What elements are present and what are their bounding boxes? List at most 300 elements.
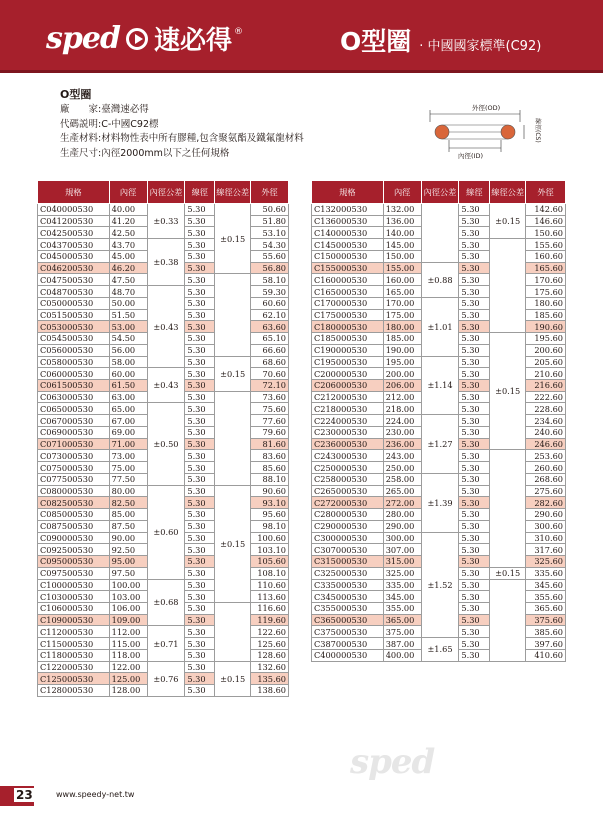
cell-code: C065000530 [38, 403, 110, 415]
cell-code: C053000530 [38, 321, 110, 333]
cell-id: 300.00 [383, 532, 421, 544]
header-od: 外徑 [251, 181, 289, 204]
cell-id: 365.00 [383, 614, 421, 626]
cell-cs: 5.30 [459, 415, 490, 427]
info-manufacturer: 廠 家:臺灣速必得 [60, 104, 149, 115]
cell-od: 310.60 [526, 532, 566, 544]
cell-id: 155.00 [383, 262, 421, 274]
cell-id-tol: ±0.68 [147, 579, 185, 626]
page-title: O型圈 [340, 27, 412, 56]
cell-id: 243.00 [383, 450, 421, 462]
cell-od: 222.60 [526, 391, 566, 403]
cell-cs: 5.30 [459, 497, 490, 509]
cell-id: 265.00 [383, 485, 421, 497]
header-id-tol: 內徑公差 [147, 181, 185, 204]
cell-id-tol: ±0.43 [147, 368, 185, 403]
cell-cs: 5.30 [185, 344, 215, 356]
cell-code: C046200530 [38, 262, 110, 274]
cell-id-tol: ±1.27 [421, 415, 459, 474]
cell-cs: 5.30 [459, 438, 490, 450]
table-row [312, 473, 566, 485]
cell-od: 77.60 [251, 415, 289, 427]
cell-id: 63.00 [109, 391, 147, 403]
cell-code: C097500530 [38, 567, 110, 579]
cell-cs-tol: ±0.15 [490, 333, 526, 450]
cell-code: C250000530 [312, 462, 384, 474]
header-cs: 線徑 [185, 181, 215, 204]
registered-mark: ® [233, 26, 243, 37]
cell-cs: 5.30 [185, 685, 215, 697]
table-row [38, 403, 289, 415]
header-id: 內徑 [383, 181, 421, 204]
cell-od: 385.60 [526, 626, 566, 638]
cell-code: C090000530 [38, 532, 110, 544]
table-row [312, 638, 566, 650]
cell-cs: 5.30 [459, 485, 490, 497]
cell-code: C061500530 [38, 380, 110, 392]
cell-code: C080000530 [38, 485, 110, 497]
cell-id: 69.00 [109, 426, 147, 438]
cell-code: C258000530 [312, 473, 384, 485]
cell-code: C355000530 [312, 602, 384, 614]
cell-id: 132.00 [383, 204, 421, 216]
cell-cs: 5.30 [185, 509, 215, 521]
cell-id: 280.00 [383, 509, 421, 521]
cell-cs: 5.30 [185, 274, 215, 286]
cell-cs: 5.30 [459, 473, 490, 485]
cell-cs: 5.30 [459, 368, 490, 380]
o-ring-diagram [420, 100, 570, 170]
size-table-left [37, 180, 289, 697]
cell-id: 250.00 [383, 462, 421, 474]
cell-code: C212000530 [312, 391, 384, 403]
website-link[interactable]: www.speedy-net.tw [56, 790, 135, 799]
cell-od: 98.10 [251, 520, 289, 532]
cell-cs: 5.30 [185, 321, 215, 333]
cell-id: 109.00 [109, 614, 147, 626]
cell-od: 268.60 [526, 473, 566, 485]
cell-id: 212.00 [383, 391, 421, 403]
cell-id: 112.00 [109, 626, 147, 638]
cell-id: 185.00 [383, 333, 421, 345]
table-row [312, 262, 566, 274]
cell-cs-tol: ±0.15 [215, 661, 251, 696]
cell-id: 128.00 [109, 685, 147, 697]
cell-cs: 5.30 [185, 556, 215, 568]
cell-id: 400.00 [383, 649, 421, 661]
cell-code: C109000530 [38, 614, 110, 626]
cell-id: 180.00 [383, 321, 421, 333]
cell-id: 190.00 [383, 344, 421, 356]
cell-id: 200.00 [383, 368, 421, 380]
cell-code: C056000530 [38, 344, 110, 356]
page-footer [0, 786, 603, 825]
header-accent-bar [0, 70, 603, 73]
cell-od: 51.80 [251, 215, 289, 227]
cell-od: 108.10 [251, 567, 289, 579]
cell-od: 170.60 [526, 274, 566, 286]
cell-id-tol [421, 204, 459, 263]
cell-id: 118.00 [109, 649, 147, 661]
cell-code: C218000530 [312, 403, 384, 415]
cell-cs: 5.30 [459, 204, 490, 216]
cell-cs: 5.30 [185, 532, 215, 544]
section-title: O型圈 [60, 88, 92, 101]
cell-id: 53.00 [109, 321, 147, 333]
cell-od: 73.60 [251, 391, 289, 403]
cell-cs: 5.30 [459, 426, 490, 438]
table-header-row [312, 181, 566, 204]
table-row [38, 239, 289, 251]
cell-od: 113.60 [251, 591, 289, 603]
cell-cs: 5.30 [459, 215, 490, 227]
cell-code: C051500530 [38, 309, 110, 321]
cell-code: C042500530 [38, 227, 110, 239]
cell-od: 195.60 [526, 333, 566, 345]
page-title-box [340, 22, 541, 58]
cell-code: C050000530 [38, 297, 110, 309]
info-size: 生產尺寸:內徑2000mm以下之任何規格 [60, 147, 230, 159]
cell-id-tol: ±1.52 [421, 532, 459, 638]
cell-id: 165.00 [383, 286, 421, 298]
cell-id: 272.00 [383, 497, 421, 509]
cell-od: 50.60 [251, 204, 289, 216]
cell-id: 236.00 [383, 438, 421, 450]
cell-code: C092500530 [38, 544, 110, 556]
cell-id: 50.00 [109, 297, 147, 309]
cell-code: C082500530 [38, 497, 110, 509]
cell-id: 175.00 [383, 309, 421, 321]
cell-od: 68.60 [251, 356, 289, 368]
arrow-circle-icon [126, 28, 148, 50]
cell-cs: 5.30 [459, 309, 490, 321]
cell-id-tol: ±0.60 [147, 485, 185, 579]
cell-code: C103000530 [38, 591, 110, 603]
cell-od: 81.60 [251, 438, 289, 450]
cell-cs: 5.30 [185, 356, 215, 368]
table-row [312, 297, 566, 309]
cell-id: 145.00 [383, 239, 421, 251]
page-number: 23 [16, 788, 33, 802]
cell-cs: 5.30 [185, 614, 215, 626]
cell-cs: 5.30 [459, 274, 490, 286]
cell-code: C387000530 [312, 638, 384, 650]
cell-cs: 5.30 [459, 591, 490, 603]
cell-od: 410.60 [526, 649, 566, 661]
cell-id: 48.70 [109, 286, 147, 298]
cell-id: 290.00 [383, 520, 421, 532]
cell-code: C230000530 [312, 426, 384, 438]
cell-cs: 5.30 [185, 297, 215, 309]
cell-od: 228.60 [526, 403, 566, 415]
table-row [38, 204, 289, 216]
cell-id: 58.00 [109, 356, 147, 368]
cell-id: 87.50 [109, 520, 147, 532]
cell-cs: 5.30 [459, 509, 490, 521]
cell-cs: 5.30 [459, 297, 490, 309]
size-table-right [311, 180, 566, 662]
cell-od: 180.60 [526, 297, 566, 309]
cell-cs-tol [490, 239, 526, 333]
cell-cs-tol [215, 391, 251, 485]
cell-cs: 5.30 [185, 544, 215, 556]
cell-id-tol: ±0.33 [147, 204, 185, 239]
info-material: 生產材料:材料物性表中所有膠種,包含聚氨酯及鐵氟龍材料 [60, 133, 304, 144]
cell-od: 365.60 [526, 602, 566, 614]
header-id-tol: 內徑公差 [421, 181, 459, 204]
cell-cs: 5.30 [459, 450, 490, 462]
cell-cs: 5.30 [459, 403, 490, 415]
cell-cs: 5.30 [459, 532, 490, 544]
cell-cs: 5.30 [459, 567, 490, 579]
cell-cs: 5.30 [459, 333, 490, 345]
cell-cs: 5.30 [185, 638, 215, 650]
cell-cs: 5.30 [185, 368, 215, 380]
cell-od: 317.60 [526, 544, 566, 556]
o-ring-section-left [435, 125, 449, 139]
cell-cs: 5.30 [185, 438, 215, 450]
cell-od: 150.60 [526, 227, 566, 239]
cell-cs: 5.30 [185, 567, 215, 579]
cell-id: 56.00 [109, 344, 147, 356]
cell-od: 260.60 [526, 462, 566, 474]
cell-code: C345000530 [312, 591, 384, 603]
cell-code: C180000530 [312, 321, 384, 333]
cell-id: 224.00 [383, 415, 421, 427]
cell-od: 282.60 [526, 497, 566, 509]
cell-od: 160.60 [526, 250, 566, 262]
cell-cs: 5.30 [185, 227, 215, 239]
cell-code: C115000530 [38, 638, 110, 650]
cell-cs: 5.30 [459, 250, 490, 262]
cell-code: C106000530 [38, 602, 110, 614]
cell-code: C071000530 [38, 438, 110, 450]
cell-od: 70.60 [251, 368, 289, 380]
table-row [312, 356, 566, 368]
cell-id: 103.00 [109, 591, 147, 603]
cell-cs-tol [215, 602, 251, 661]
cell-id: 100.00 [109, 579, 147, 591]
cell-code: C195000530 [312, 356, 384, 368]
cell-od: 397.60 [526, 638, 566, 650]
table-row [38, 661, 289, 673]
cell-id-tol: ±0.43 [147, 286, 185, 368]
cell-id: 106.00 [109, 602, 147, 614]
cell-id-tol: ±1.65 [421, 638, 459, 661]
cell-cs: 5.30 [185, 204, 215, 216]
cell-od: 125.60 [251, 638, 289, 650]
cell-od: 200.60 [526, 344, 566, 356]
cell-od: 300.60 [526, 520, 566, 532]
cell-od: 66.60 [251, 344, 289, 356]
cell-code: C132000530 [312, 204, 384, 216]
cell-cs: 5.30 [459, 344, 490, 356]
cell-code: C125000530 [38, 673, 110, 685]
cell-cs: 5.30 [185, 403, 215, 415]
cell-cs: 5.30 [185, 215, 215, 227]
cell-od: 146.60 [526, 215, 566, 227]
id-label: 內徑(ID) [458, 152, 483, 160]
cell-od: 142.60 [526, 204, 566, 216]
cell-code: C054500530 [38, 333, 110, 345]
cell-id-tol: ±0.76 [147, 661, 185, 696]
header-code: 規格 [38, 181, 110, 204]
table-row [312, 415, 566, 427]
cell-code: C265000530 [312, 485, 384, 497]
cell-id: 61.50 [109, 380, 147, 392]
cell-code: C165000530 [312, 286, 384, 298]
cell-code: C206000530 [312, 380, 384, 392]
cell-cs-tol [490, 450, 526, 567]
header-od: 外徑 [526, 181, 566, 204]
cell-cs: 5.30 [185, 579, 215, 591]
cell-cs: 5.30 [185, 497, 215, 509]
cell-code: C140000530 [312, 227, 384, 239]
cell-od: 72.10 [251, 380, 289, 392]
cell-code: C118000530 [38, 649, 110, 661]
cell-code: C272000530 [312, 497, 384, 509]
cell-id: 125.00 [109, 673, 147, 685]
cell-code: C375000530 [312, 626, 384, 638]
cell-code: C047500530 [38, 274, 110, 286]
cell-code: C325000530 [312, 567, 384, 579]
o-ring-section-right [501, 125, 515, 139]
cell-code: C100000530 [38, 579, 110, 591]
header-cs-tol: 線徑公差 [215, 181, 251, 204]
cell-id-tol: ±0.50 [147, 403, 185, 485]
cell-id: 65.00 [109, 403, 147, 415]
cell-cs: 5.30 [185, 485, 215, 497]
cell-id: 90.00 [109, 532, 147, 544]
cell-id: 40.00 [109, 204, 147, 216]
cell-cs: 5.30 [459, 380, 490, 392]
table-row [38, 485, 289, 497]
cell-od: 122.60 [251, 626, 289, 638]
cell-code: C112000530 [38, 626, 110, 638]
cell-cs: 5.30 [459, 614, 490, 626]
table-row [312, 532, 566, 544]
cell-code: C073000530 [38, 450, 110, 462]
cell-id: 95.00 [109, 556, 147, 568]
cell-code: C041200530 [38, 215, 110, 227]
cell-code: C170000530 [312, 297, 384, 309]
cell-od: 59.30 [251, 286, 289, 298]
header-id: 內徑 [109, 181, 147, 204]
cell-code: C200000530 [312, 368, 384, 380]
brand-logo: sped [46, 21, 120, 56]
cell-code: C095000530 [38, 556, 110, 568]
cell-code: C280000530 [312, 509, 384, 521]
cell-cs: 5.30 [185, 415, 215, 427]
cell-code: C307000530 [312, 544, 384, 556]
cell-code: C085000530 [38, 509, 110, 521]
cell-id: 218.00 [383, 403, 421, 415]
cell-od: 216.60 [526, 380, 566, 392]
cell-od: 165.60 [526, 262, 566, 274]
cell-od: 65.10 [251, 333, 289, 345]
cell-code: C335000530 [312, 579, 384, 591]
cell-id: 47.50 [109, 274, 147, 286]
product-info [60, 103, 304, 161]
table-row [38, 626, 289, 638]
cell-od: 345.60 [526, 579, 566, 591]
cell-cs-tol: ±0.15 [490, 204, 526, 239]
cell-id: 258.00 [383, 473, 421, 485]
cell-cs: 5.30 [459, 520, 490, 532]
cell-id-tol: ±1.39 [421, 473, 459, 532]
cell-od: 56.80 [251, 262, 289, 274]
cell-cs: 5.30 [185, 450, 215, 462]
cell-code: C145000530 [312, 239, 384, 251]
cell-code: C075000530 [38, 462, 110, 474]
cell-id: 80.00 [109, 485, 147, 497]
cell-od: 95.60 [251, 509, 289, 521]
cell-cs: 5.30 [459, 356, 490, 368]
cell-code: C290000530 [312, 520, 384, 532]
cell-cs: 5.30 [459, 638, 490, 650]
cell-id: 85.00 [109, 509, 147, 521]
page-header [0, 0, 603, 72]
cell-id: 115.00 [109, 638, 147, 650]
cell-code: C045000530 [38, 250, 110, 262]
cell-code: C087500530 [38, 520, 110, 532]
cell-od: 90.60 [251, 485, 289, 497]
cell-id: 195.00 [383, 356, 421, 368]
cell-cs: 5.30 [459, 227, 490, 239]
cell-od: 355.60 [526, 591, 566, 603]
cell-cs-tol: ±0.15 [215, 204, 251, 274]
cell-cs-tol: ±0.15 [215, 485, 251, 602]
cell-od: 138.60 [251, 685, 289, 697]
cell-id: 170.00 [383, 297, 421, 309]
cell-id: 335.00 [383, 579, 421, 591]
cell-code: C160000530 [312, 274, 384, 286]
cell-od: 79.60 [251, 426, 289, 438]
cell-cs: 5.30 [185, 239, 215, 251]
cell-od: 75.60 [251, 403, 289, 415]
cell-od: 54.30 [251, 239, 289, 251]
table-row [38, 286, 289, 298]
cell-id: 42.50 [109, 227, 147, 239]
cell-cs: 5.30 [185, 286, 215, 298]
cell-id: 82.50 [109, 497, 147, 509]
cell-cs: 5.30 [459, 626, 490, 638]
header-cs-tol: 線徑公差 [490, 181, 526, 204]
cell-cs-tol [215, 274, 251, 356]
cell-code: C243000530 [312, 450, 384, 462]
cell-code: C190000530 [312, 344, 384, 356]
cell-od: 85.60 [251, 462, 289, 474]
cell-id: 43.70 [109, 239, 147, 251]
cell-cs: 5.30 [185, 602, 215, 614]
watermark-logo: sped [350, 742, 435, 782]
cell-code: C400000530 [312, 649, 384, 661]
cell-od: 58.10 [251, 274, 289, 286]
cell-od: 63.60 [251, 321, 289, 333]
cell-id: 150.00 [383, 250, 421, 262]
cell-cs: 5.30 [459, 649, 490, 661]
cell-id: 140.00 [383, 227, 421, 239]
cell-cs: 5.30 [185, 309, 215, 321]
table-header-row [38, 181, 289, 204]
cell-id: 77.50 [109, 473, 147, 485]
cell-code: C365000530 [312, 614, 384, 626]
cell-cs: 5.30 [185, 426, 215, 438]
cell-id: 73.00 [109, 450, 147, 462]
cell-od: 155.60 [526, 239, 566, 251]
cell-id: 387.00 [383, 638, 421, 650]
cs-label: 線徑(CS) [534, 118, 541, 143]
